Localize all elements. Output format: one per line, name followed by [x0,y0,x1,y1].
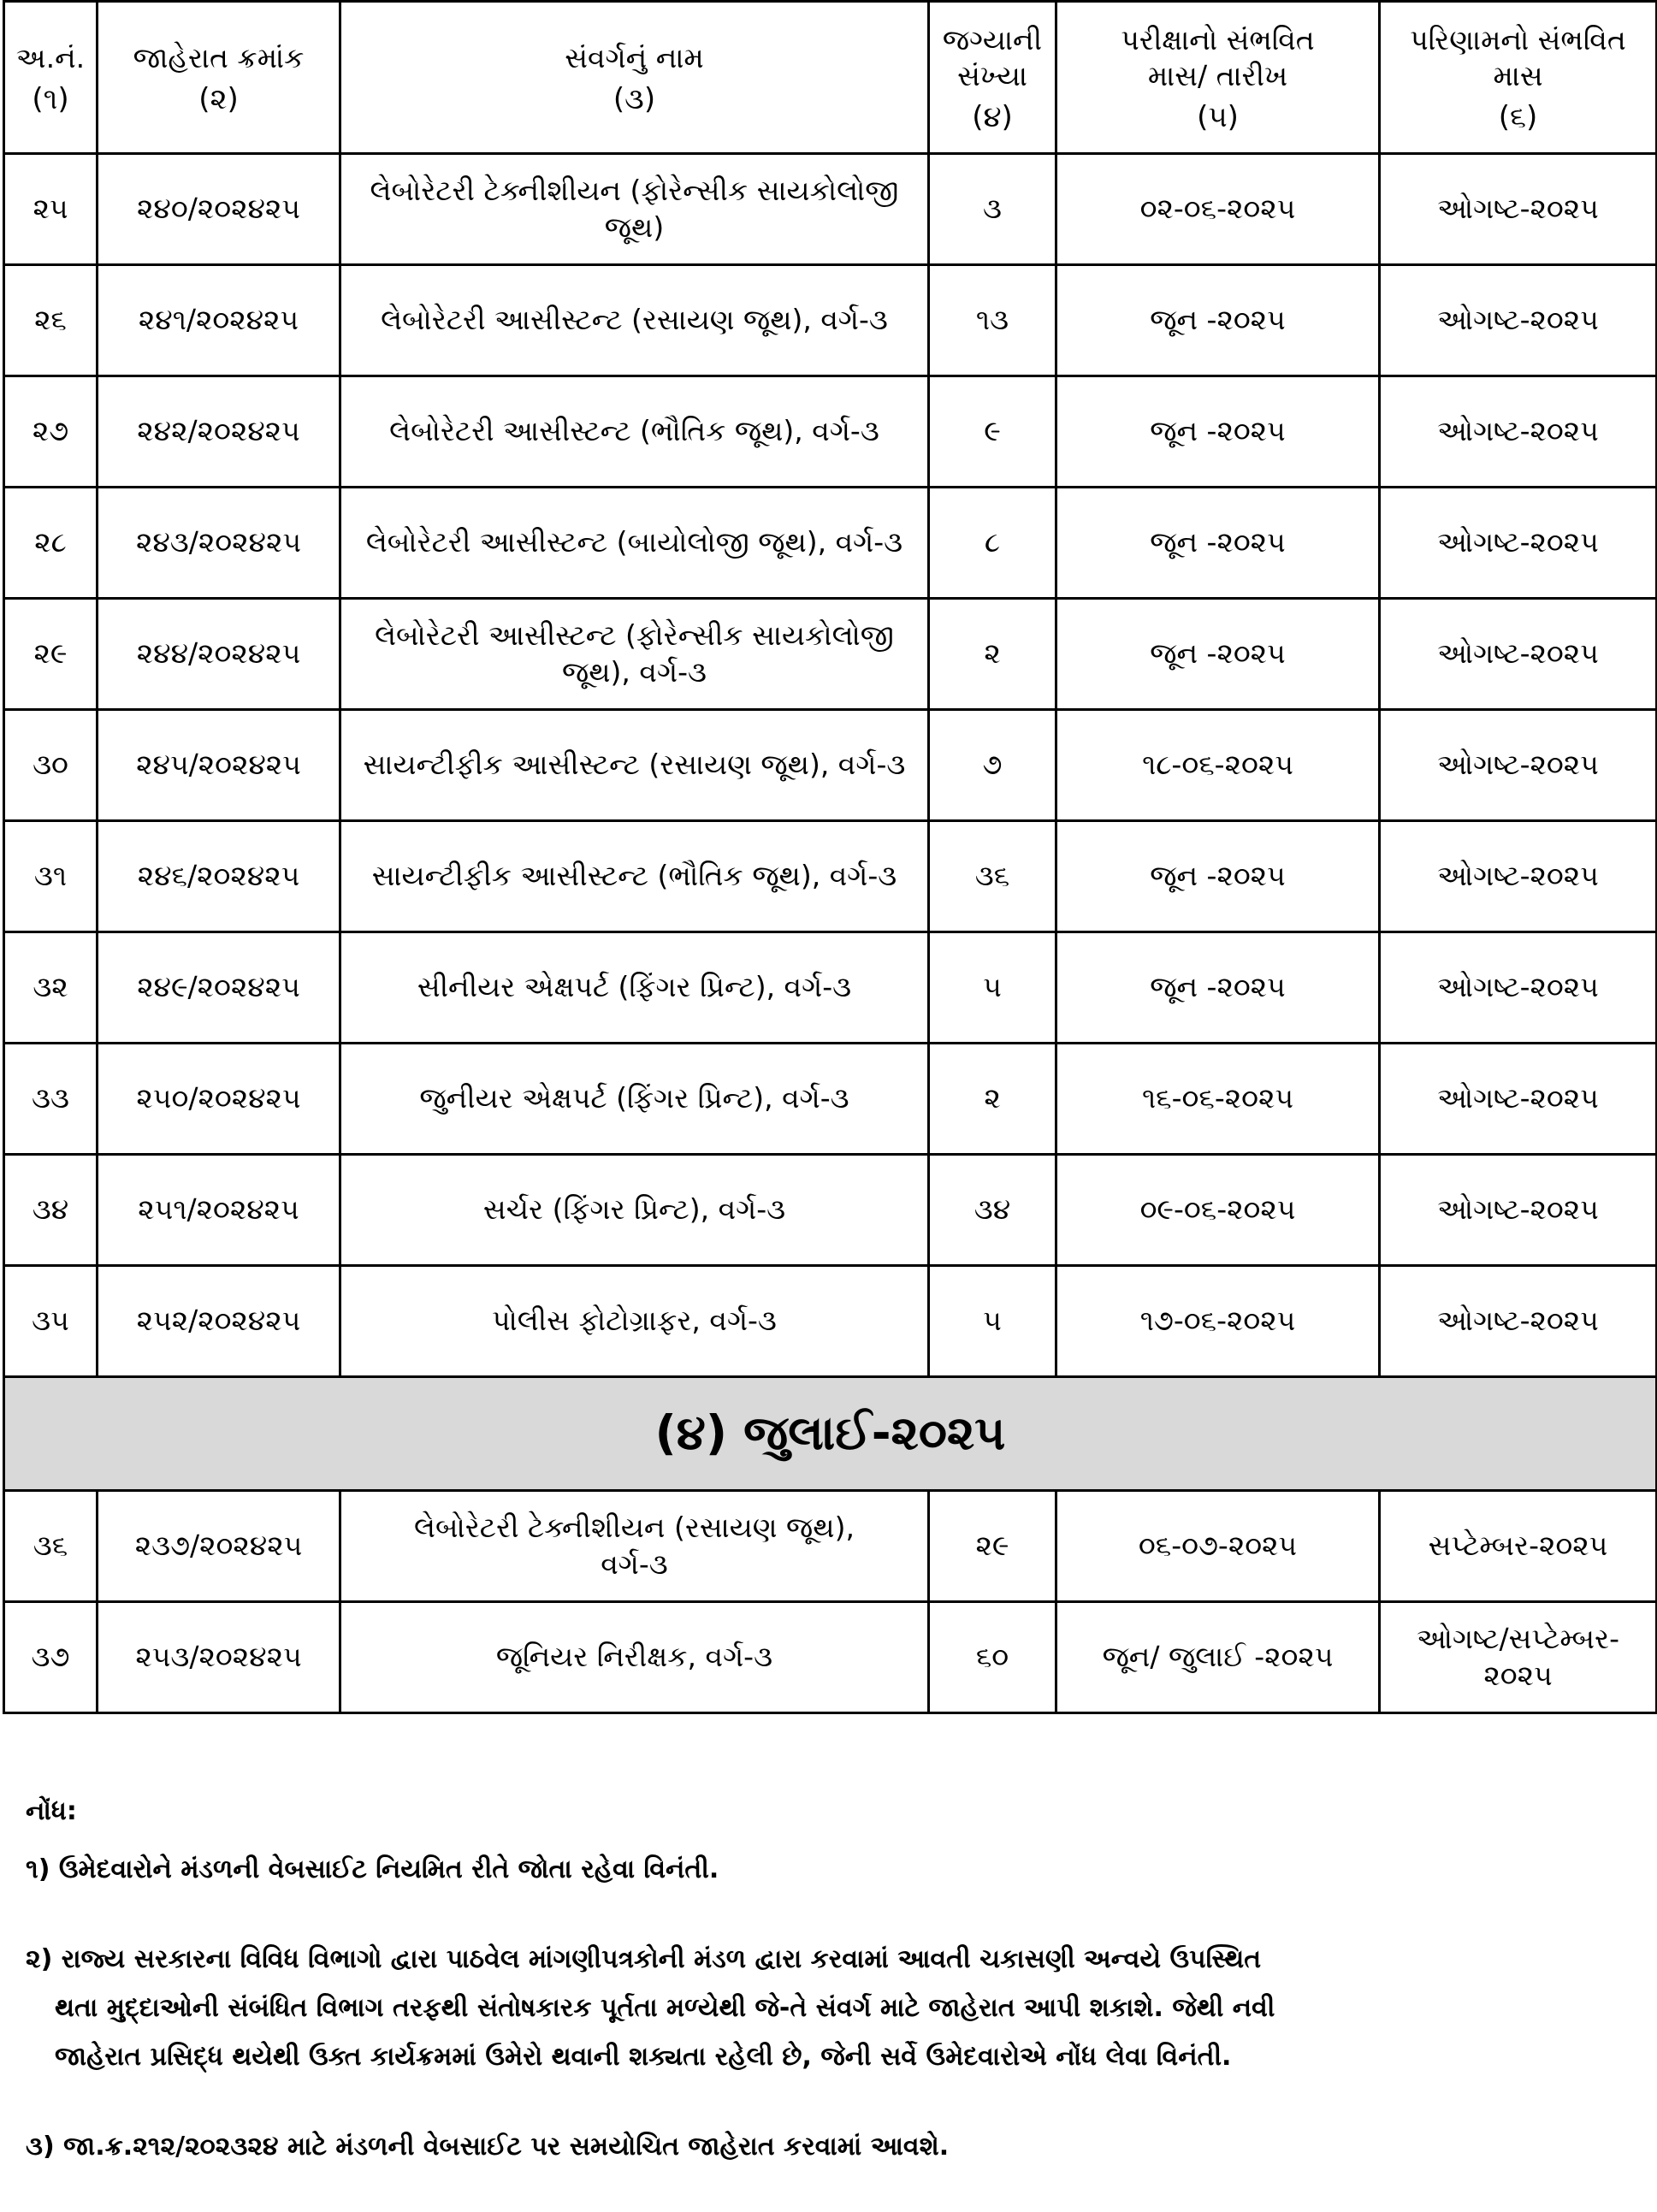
post-name-cell [340,1491,929,1602]
column-header-number: (૩) [612,81,656,116]
column-header-number: (૬) [1498,100,1538,135]
note-item [26,1935,1634,2081]
advertisement-number-cell: ૨૫૧/૨૦૨૪૨૫ [98,1155,340,1266]
table-row [4,1266,1657,1377]
vacancy-count-cell: ૬૦ [929,1602,1056,1713]
result-month-line: ઓગષ્ટ-૨૦૨૫ [1437,970,1599,1004]
table-body [4,154,1657,1713]
advertisement-number-cell: ૨૫૩/૨૦૨૪૨૫ [98,1602,340,1713]
post-name-line: લેબોરેટરી આસીસ્ટન્ટ (બાયોલોજી જૂથ), વર્ગ-૩ [365,525,903,559]
notes-section [26,1796,1634,2212]
section-heading: (૪) જુલાઈ-૨૦૨૫ [4,1377,1657,1491]
post-name-cell [340,488,929,599]
vacancy-count-cell: ૨ [929,1044,1056,1155]
vacancy-count-cell: ૨ [929,599,1056,710]
table-row [4,932,1657,1044]
post-name-line: વર્ગ-૩ [601,1547,668,1581]
column-header-label: સંવર્ગનું નામ [565,40,704,74]
section-heading-row [4,1377,1657,1491]
table-row [4,376,1657,488]
column-header-label: અ.નં. [15,40,86,74]
result-month-line: ઓગષ્ટ-૨૦૨૫ [1437,192,1599,226]
column-header-number: (૫) [1197,100,1239,135]
result-month-cell [1380,1602,1657,1713]
advertisement-number-cell: ૨૪૦/૨૦૨૪૨૫ [98,154,340,265]
result-month-cell [1380,1044,1657,1155]
post-name-line: સર્ચર (ફિંગર પ્રિન્ટ), વર્ગ-૩ [482,1192,786,1227]
exam-date-cell: ૦૬-૦૭-૨૦૨૫ [1056,1491,1380,1602]
post-name-cell [340,1266,929,1377]
advertisement-number-cell: ૨૫૦/૨૦૨૪૨૫ [98,1044,340,1155]
result-month-line: ઓગષ્ટ/સપ્ટેમ્બર- [1417,1621,1619,1655]
result-month-line: ઓગષ્ટ-૨૦૨૫ [1437,303,1599,337]
advertisement-number-cell: ૨૪૧/૨૦૨૪૨૫ [98,265,340,376]
advertisement-number-cell: ૨૪૩/૨૦૨૪૨૫ [98,488,340,599]
post-name-line: પોલીસ ફોટોગ્રાફર, વર્ગ-૩ [492,1304,777,1338]
note-item [26,2122,1634,2171]
note-line: થતા મુદ્દાઓની સંબંધિત વિભાગ તરફથી સંતોષકારક પૂર્તતા મળ્યેથી જે-તે સંવર્ગ માટે જાહેરાત આપી શકાશે. જેથી નવી [55,1993,1275,2023]
post-name-line: સાયન્ટીફીક આસીસ્ટન્ટ (ભૌતિક જૂથ), વર્ગ-૩ [371,859,897,893]
column-header [4,2,98,154]
post-name-line: લેબોરેટરી આસીસ્ટન્ટ (ફોરેન્સીક સાયકોલોજી [375,618,894,652]
exam-date-cell: જૂન -૨૦૨૫ [1056,376,1380,488]
exam-date-cell: જૂન/ જુલાઈ -૨૦૨૫ [1056,1602,1380,1713]
serial-number-cell: ૩૩ [4,1044,98,1155]
vacancy-count-cell: ૮ [929,488,1056,599]
vacancy-count-cell: ૩૪ [929,1155,1056,1266]
result-month-line: ઓગષ્ટ-૨૦૨૫ [1437,1081,1599,1115]
column-header [1056,2,1380,154]
post-name-line: લેબોરેટરી ટેક્નીશીયન (રસાયણ જૂથ), [414,1510,855,1544]
post-name-cell [340,821,929,932]
column-header [1380,2,1657,154]
vacancy-count-cell: ૧૩ [929,265,1056,376]
serial-number-cell: ૨૯ [4,599,98,710]
table-row [4,1602,1657,1713]
exam-date-cell: જૂન -૨૦૨૫ [1056,599,1380,710]
column-header-label: પરીક્ષાનો સંભવિત [1121,22,1315,56]
result-month-cell [1380,265,1657,376]
result-month-line: ઓગષ્ટ-૨૦૨૫ [1437,1192,1599,1227]
table-row [4,710,1657,821]
advertisement-number-cell: ૨૪૯/૨૦૨૪૨૫ [98,932,340,1044]
vacancy-count-cell: ૩ [929,154,1056,265]
table-row [4,599,1657,710]
result-month-line: ઓગષ્ટ-૨૦૨૫ [1437,1304,1599,1338]
serial-number-cell: ૨૮ [4,488,98,599]
exam-date-cell: ૧૮-૦૬-૨૦૨૫ [1056,710,1380,821]
post-name-line: લેબોરેટરી આસીસ્ટન્ટ (રસાયણ જૂથ), વર્ગ-૩ [381,303,888,337]
note-line: ૨) રાજ્ય સરકારના વિવિધ વિભાગો દ્વારા પાઠવેલ માંગણીપત્રકોની મંડળ દ્વારા કરવામાં આવતી ચકાસણી અન્વયે ઉપસ્થિત [26,1944,1262,1974]
advertisement-number-cell: ૨૩૭/૨૦૨૪૨૫ [98,1491,340,1602]
post-name-cell [340,932,929,1044]
exam-date-cell: જૂન -૨૦૨૫ [1056,265,1380,376]
serial-number-cell: ૩૦ [4,710,98,821]
exam-date-cell: ૧૭-૦૬-૨૦૨૫ [1056,1266,1380,1377]
column-header-label: પરિણામનો સંભવિત [1410,22,1626,56]
serial-number-cell: ૩૪ [4,1155,98,1266]
result-month-cell [1380,821,1657,932]
result-month-cell [1380,710,1657,821]
result-month-line: ઓગષ્ટ-૨૦૨૫ [1437,636,1599,671]
serial-number-cell: ૨૭ [4,376,98,488]
post-name-cell [340,1044,929,1155]
result-month-line: ઓગષ્ટ-૨૦૨૫ [1437,748,1599,782]
table-row [4,265,1657,376]
advertisement-number-cell: ૨૪૫/૨૦૨૪૨૫ [98,710,340,821]
column-header-number: (૨) [198,81,239,116]
advertisement-number-cell: ૨૪૪/૨૦૨૪૨૫ [98,599,340,710]
table-row [4,488,1657,599]
column-header-label: જાહેરાત ક્રમાંક [133,40,305,74]
column-header-label: જગ્યાની [942,22,1043,56]
note-item [26,1845,1634,1894]
serial-number-cell: ૨૬ [4,265,98,376]
note-line: જાહેરાત પ્રસિદ્ધ થયેથી ઉક્ત કાર્યક્રમમાં ઉમેરો થવાની શક્યતા રહેલી છે, જેની સર્વે ઉમેદવારોએ નોંધ લેવા વિનંતી. [55,2042,1232,2072]
note-line: ૧) ઉમેદવારોને મંડળની વેબસાઈટ નિયમિત રીતે જોતા રહેવા વિનંતી. [26,1854,719,1884]
vacancy-count-cell: ૫ [929,1266,1056,1377]
serial-number-cell: ૨૫ [4,154,98,265]
table-row [4,821,1657,932]
table-header-row [4,2,1657,154]
result-month-cell [1380,488,1657,599]
serial-number-cell: ૩૬ [4,1491,98,1602]
post-name-cell [340,1155,929,1266]
table-row [4,1491,1657,1602]
post-name-cell [340,154,929,265]
column-header-label: માસ/ તારીખ [1147,59,1288,93]
recruitment-schedule-table [3,0,1657,1714]
column-header [340,2,929,154]
post-name-line: જૂનિયર નિરીક્ષક, વર્ગ-૩ [495,1640,773,1674]
post-name-line: જૂથ), વર્ગ-૩ [562,654,707,689]
result-month-cell [1380,154,1657,265]
table-row [4,1155,1657,1266]
serial-number-cell: ૩૨ [4,932,98,1044]
post-name-cell [340,710,929,821]
post-name-cell [340,265,929,376]
post-name-line: જુનીયર એક્ષપર્ટ (ફિંગર પ્રિન્ટ), વર્ગ-૩ [419,1081,849,1115]
result-month-line: ઓગષ્ટ-૨૦૨૫ [1437,859,1599,893]
exam-date-cell: ૦૯-૦૬-૨૦૨૫ [1056,1155,1380,1266]
column-header-label: માસ [1493,59,1543,93]
vacancy-count-cell: ૫ [929,932,1056,1044]
exam-date-cell: ૧૬-૦૬-૨૦૨૫ [1056,1044,1380,1155]
result-month-line: ઓગષ્ટ-૨૦૨૫ [1437,525,1599,559]
serial-number-cell: ૩૧ [4,821,98,932]
result-month-line: ૨૦૨૫ [1483,1658,1553,1692]
column-header [929,2,1056,154]
serial-number-cell: ૩૫ [4,1266,98,1377]
post-name-cell [340,1602,929,1713]
result-month-cell [1380,1491,1657,1602]
result-month-cell [1380,599,1657,710]
post-name-line: જૂથ) [604,210,665,244]
result-month-cell [1380,1266,1657,1377]
advertisement-number-cell: ૨૪૨/૨૦૨૪૨૫ [98,376,340,488]
result-month-cell [1380,1155,1657,1266]
exam-date-cell: જૂન -૨૦૨૫ [1056,821,1380,932]
result-month-cell [1380,376,1657,488]
column-header-number: (૪) [972,100,1013,135]
exam-date-cell: ૦૨-૦૬-૨૦૨૫ [1056,154,1380,265]
column-header-label: સંખ્યા [957,59,1027,93]
post-name-line: લેબોરેટરી આસીસ્ટન્ટ (ભૌતિક જૂથ), વર્ગ-૩ [389,414,879,448]
advertisement-number-cell: ૨૪૬/૨૦૨૪૨૫ [98,821,340,932]
table-row [4,1044,1657,1155]
post-name-cell [340,599,929,710]
notes-title: નોંધ: [26,1796,77,1826]
advertisement-number-cell: ૨૫૨/૨૦૨૪૨૫ [98,1266,340,1377]
table-row [4,154,1657,265]
notes-list [26,1845,1634,2171]
result-month-line: ઓગષ્ટ-૨૦૨૫ [1437,414,1599,448]
post-name-line: સાયન્ટીફીક આસીસ્ટન્ટ (રસાયણ જૂથ), વર્ગ-૩ [363,748,906,782]
exam-date-cell: જૂન -૨૦૨૫ [1056,932,1380,1044]
result-month-line: સપ્ટેમ્બર-૨૦૨૫ [1428,1529,1608,1563]
vacancy-count-cell: ૨૯ [929,1491,1056,1602]
vacancy-count-cell: ૩૬ [929,821,1056,932]
exam-date-cell: જૂન -૨૦૨૫ [1056,488,1380,599]
result-month-cell [1380,932,1657,1044]
column-header [98,2,340,154]
vacancy-count-cell: ૭ [929,710,1056,821]
vacancy-count-cell: ૯ [929,376,1056,488]
serial-number-cell: ૩૭ [4,1602,98,1713]
post-name-line: સીનીયર એક્ષપર્ટ (ફિંગર પ્રિન્ટ), વર્ગ-૩ [417,970,852,1004]
column-header-number: (૧) [32,81,69,116]
post-name-line: લેબોરેટરી ટેક્નીશીયન (ફોરેન્સીક સાયકોલોજી [370,173,899,207]
note-line: ૩) જા.ક્ર.૨૧૨/૨૦૨૩૨૪ માટે મંડળની વેબસાઈટ પર સમયોચિત જાહેરાત કરવામાં આવશે. [26,2132,950,2162]
post-name-cell [340,376,929,488]
